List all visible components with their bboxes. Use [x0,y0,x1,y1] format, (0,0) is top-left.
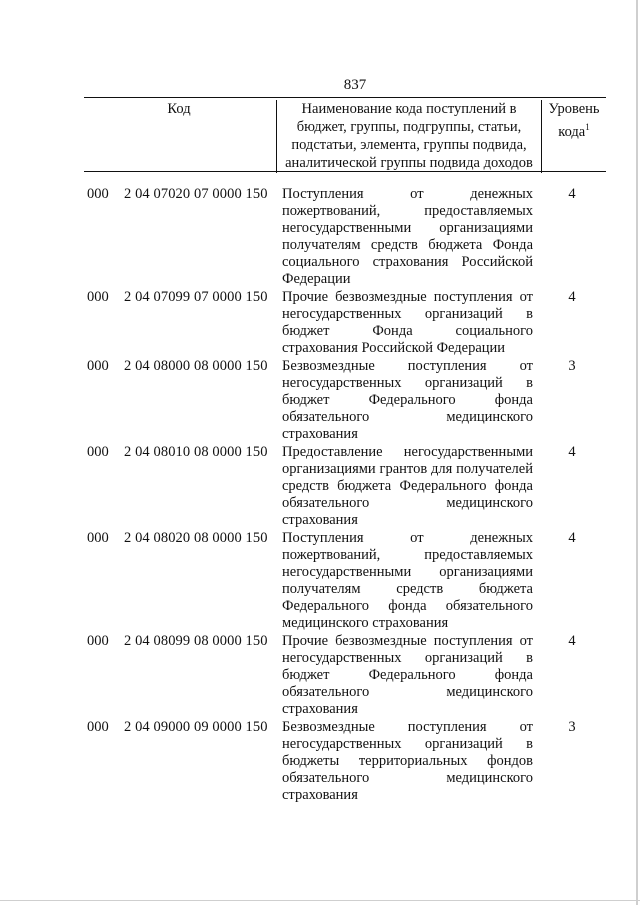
row-admin-code: 000 [87,289,109,305]
page-number: 837 [343,77,367,93]
scan-edge-mark [0,900,640,901]
row-level: 4 [568,633,576,649]
row-name: Поступления от денежных пожертвований, предоставляемых негосударственными организациями получателям средств бюджета Федерального фонда обязательного медицинского страхования [282,530,533,631]
table-row [0,358,640,443]
row-income-code: 2 04 08000 08 0000 150 [124,358,268,374]
header-name: Наименование кода поступлений в бюджет, группы, подгруппы, статьи, подстатьи, элемента, группы подвида, аналитической группы подвида доходов [276,100,542,173]
row-level: 3 [568,358,576,374]
row-name: Безвозмездные поступления от негосударственных организаций в бюджеты территориальных фондов обязательного медицинского страхования [282,719,533,803]
table-row [0,444,640,529]
table-row [0,186,640,288]
row-income-code: 2 04 08099 08 0000 150 [124,633,268,649]
scan-edge-mark [636,0,638,905]
row-income-code: 2 04 07020 07 0000 150 [124,186,268,202]
row-income-code: 2 04 09000 09 0000 150 [124,719,268,735]
table-row [0,719,640,804]
table-body [0,186,640,804]
table-row [0,289,640,357]
row-income-code: 2 04 08020 08 0000 150 [124,530,268,546]
row-level: 4 [568,530,576,546]
header-level [542,100,606,173]
table-header [84,97,606,172]
row-level: 4 [568,444,576,460]
row-name: Безвозмездные поступления от негосударственных организаций в бюджет Федерального фонда обязательного медицинского страхования [282,358,533,442]
header-code: Код [167,101,191,117]
row-admin-code: 000 [87,633,109,649]
row-name: Предоставление негосударственными организациями грантов для получателей средств бюджета Федерального фонда обязательного медицинского страхования [282,444,533,528]
table-row [0,633,640,718]
row-admin-code: 000 [87,358,109,374]
header-level-label: Уровень кода [548,101,600,140]
row-level: 3 [568,719,576,735]
row-level: 4 [568,186,576,202]
row-level: 4 [568,289,576,305]
row-admin-code: 000 [87,444,109,460]
row-income-code: 2 04 08010 08 0000 150 [124,444,268,460]
row-name: Прочие безвозмездные поступления от негосударственных организаций в бюджет Федерального фонда обязательного медицинского страхования [282,633,533,717]
row-name: Поступления от денежных пожертвований, предоставляемых негосударственными организациями получателям средств бюджета Фонда социального страхования Российской Федерации [282,186,533,287]
row-name: Прочие безвозмездные поступления от негосударственных организаций в бюджет Фонда социального страхования Российской Федерации [282,289,533,356]
row-admin-code: 000 [87,186,109,202]
row-admin-code: 000 [87,530,109,546]
header-level-footnote: 1 [585,122,590,132]
row-admin-code: 000 [87,719,109,735]
row-income-code: 2 04 07099 07 0000 150 [124,289,268,305]
table-row [0,530,640,632]
